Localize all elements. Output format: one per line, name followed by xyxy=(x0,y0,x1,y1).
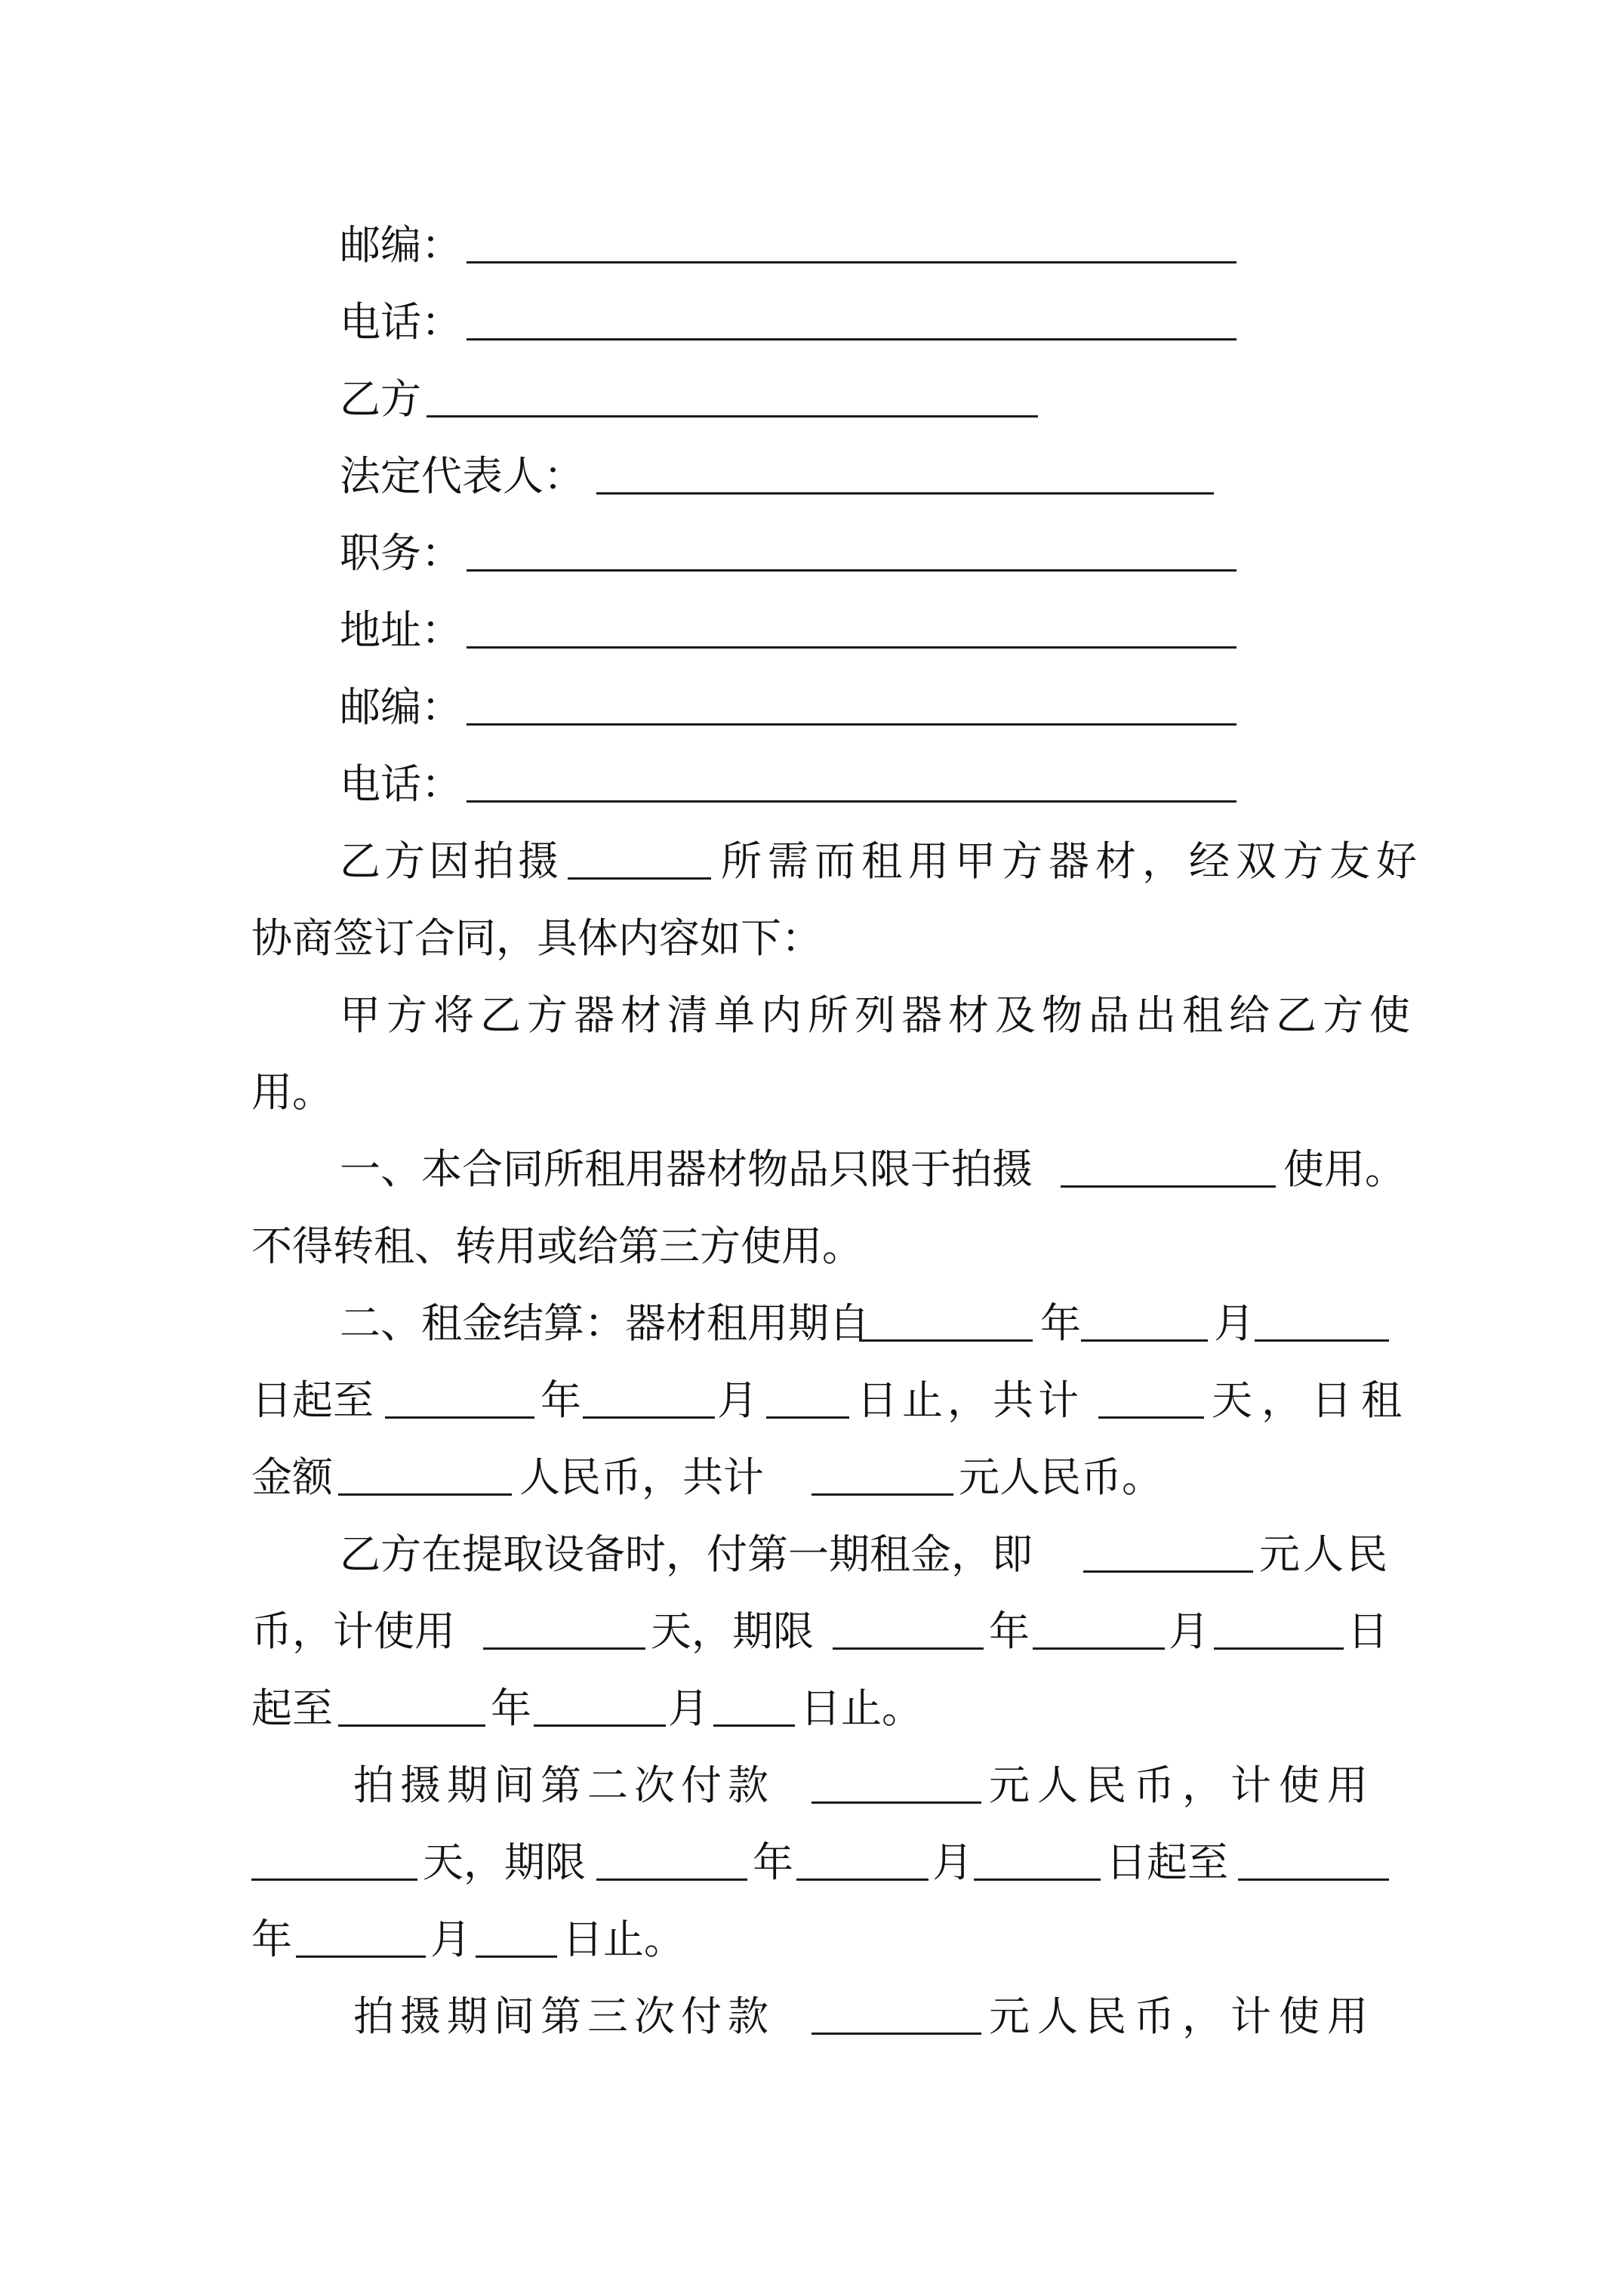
clause-1-line-1 xyxy=(0,1136,1623,1203)
party-a-phone-line xyxy=(0,288,1623,356)
intro-text-a: 乙方因拍摄 xyxy=(340,837,562,885)
clause-2-days: 天，日租 xyxy=(1212,1376,1411,1424)
payment-1-year-blank xyxy=(833,1598,984,1650)
clause-2-line-3 xyxy=(0,1444,1623,1512)
party-b-position-blank xyxy=(467,519,1236,572)
clause-2-rmb-end: 元人民币。 xyxy=(959,1453,1163,1501)
payment-2-line-1 xyxy=(0,1752,1623,1820)
payment-2-day-from: 日起至 xyxy=(1106,1838,1228,1886)
party-b-phone-line xyxy=(0,750,1623,818)
clause-2-month-2: 月 xyxy=(717,1376,758,1424)
payment-2-month: 月 xyxy=(932,1838,973,1886)
party-b-phone-label: 电话： xyxy=(340,760,462,808)
clause-2-line-1 xyxy=(0,1290,1623,1358)
payment-1-text-a: 乙方在提取设备时，付第一期租金，即 xyxy=(340,1530,1033,1578)
party-b-name-blank xyxy=(427,365,1038,418)
clause-2-text-a: 二、租金结算：器材租用期自 xyxy=(340,1299,870,1347)
payment-2-text-a: 拍摄期间第二次付款 xyxy=(353,1761,775,1809)
clause-2-total-amount-blank xyxy=(812,1444,953,1496)
clause-2-amount-label: 金额 xyxy=(251,1453,333,1501)
payment-2-days-blank xyxy=(251,1829,417,1881)
clause-2-start-day-blank xyxy=(1255,1290,1389,1342)
clause-2-end-month-blank xyxy=(583,1367,715,1419)
party-b-legal-rep-line xyxy=(0,442,1623,510)
clause-2-day-from: 日起至 xyxy=(251,1376,374,1424)
clause-2-rmb-total: 人民币，共计 xyxy=(519,1453,764,1501)
payment-1-text-e: 起至 xyxy=(251,1684,333,1732)
shooting-project-blank xyxy=(568,827,711,880)
party-b-legal-rep-blank xyxy=(596,442,1214,495)
clause-2-day-to: 日止，共计 xyxy=(857,1376,1083,1424)
payment-1-text-b: 元人民 xyxy=(1259,1530,1390,1578)
clause-1-text-a: 一、本合同所租用器材物品只限于拍摄 xyxy=(340,1145,1033,1193)
payment-2-text-b: 元人民币，计使用 xyxy=(989,1761,1375,1809)
intro-para2-line-2 xyxy=(0,1059,1623,1126)
party-b-position-line xyxy=(0,519,1623,587)
payment-2-end-month: 月 xyxy=(430,1915,471,1963)
party-b-address-blank xyxy=(467,596,1236,649)
payment-1-year: 年 xyxy=(989,1607,1030,1655)
clause-1-text-b: 使用。 xyxy=(1283,1145,1406,1193)
payment-1-end-day-blank xyxy=(713,1675,795,1727)
payment-2-day-end: 日止。 xyxy=(562,1915,685,1963)
payment-2-text-c: 天，期限 xyxy=(423,1838,586,1886)
payment-1-text-d: 天，期限 xyxy=(651,1607,814,1655)
payment-2-amount-blank xyxy=(812,1752,981,1804)
party-a-postcode-label: 邮编： xyxy=(340,221,462,269)
clause-1-text-c: 不得转租、转用或给第三方使用。 xyxy=(251,1222,863,1270)
payment-3-amount-blank xyxy=(812,1983,981,2035)
payment-1-end-year: 年 xyxy=(491,1684,531,1732)
party-b-address-label: 地址： xyxy=(340,606,462,654)
party-a-postcode-line xyxy=(0,211,1623,279)
clause-2-year-2: 年 xyxy=(540,1376,581,1424)
party-a-postcode-blank xyxy=(467,211,1236,264)
party-b-address-line xyxy=(0,596,1623,664)
payment-1-line-3 xyxy=(0,1675,1623,1743)
clause-2-daily-rent-blank xyxy=(338,1444,512,1496)
party-b-postcode-blank xyxy=(467,673,1236,726)
payment-1-amount-blank xyxy=(1083,1521,1253,1573)
party-b-position-label: 职务： xyxy=(340,529,462,577)
payment-1-end-year-blank xyxy=(338,1675,485,1727)
payment-1-end-month-blank xyxy=(534,1675,666,1727)
intro-para2-line-1 xyxy=(0,982,1623,1049)
payment-2-end-month-blank xyxy=(296,1906,426,1958)
payment-3-line-1 xyxy=(0,1983,1623,2051)
payment-1-line-2 xyxy=(0,1598,1623,1666)
clause-2-end-day-blank xyxy=(766,1367,849,1419)
payment-1-end-month: 月 xyxy=(668,1684,709,1732)
payment-1-month-blank xyxy=(1033,1598,1165,1650)
clause-2-start-month-blank xyxy=(1081,1290,1208,1342)
payment-1-day-end: 日止。 xyxy=(800,1684,922,1732)
payment-2-end-year-blank-a xyxy=(1238,1829,1389,1881)
party-b-phone-blank xyxy=(467,750,1236,803)
payment-2-end-day-blank xyxy=(476,1906,557,1958)
payment-1-days-blank xyxy=(483,1598,645,1650)
payment-1-text-c: 币，计使用 xyxy=(251,1607,455,1655)
payment-2-day-blank xyxy=(974,1829,1101,1881)
payment-2-line-3 xyxy=(0,1906,1623,1974)
clause-2-month-1: 月 xyxy=(1214,1299,1255,1347)
payment-3-text-a: 拍摄期间第三次付款 xyxy=(353,1992,775,2040)
payment-2-year-blank xyxy=(596,1829,747,1881)
payment-3-text-b: 元人民币，计使用 xyxy=(989,1992,1375,2040)
clause-1-shooting-blank xyxy=(1061,1136,1276,1188)
party-a-phone-label: 电话： xyxy=(340,298,462,346)
clause-2-line-2 xyxy=(0,1367,1623,1435)
intro-text-c: 协商签订合同，具体内容如下： xyxy=(251,914,822,962)
party-b-legal-rep-label: 法定代表人： xyxy=(340,452,584,500)
payment-2-month-blank xyxy=(796,1829,929,1881)
party-b-label: 乙方 xyxy=(340,375,421,423)
clause-2-year-1: 年 xyxy=(1040,1299,1081,1347)
payment-2-year: 年 xyxy=(753,1838,793,1886)
payment-1-day-blank xyxy=(1214,1598,1344,1650)
payment-2-end-year: 年 xyxy=(251,1915,292,1963)
clause-2-start-year-blank xyxy=(859,1290,1033,1342)
intro-line-1 xyxy=(0,827,1623,895)
payment-1-line-1 xyxy=(0,1521,1623,1589)
intro-para2-text-b: 用。 xyxy=(251,1068,333,1116)
payment-1-day: 日 xyxy=(1347,1607,1388,1655)
intro-text-b: 所需而租用甲方器材，经双方友好 xyxy=(721,837,1423,885)
party-b-postcode-line xyxy=(0,673,1623,741)
intro-para2-text-a: 甲方将乙方器材清单内所列器材及物品出租给乙方使 xyxy=(340,991,1416,1039)
intro-line-2 xyxy=(0,905,1623,972)
payment-2-line-2 xyxy=(0,1829,1623,1897)
party-b-line xyxy=(0,365,1623,433)
clause-2-end-year-blank xyxy=(385,1367,534,1419)
party-a-phone-blank xyxy=(467,288,1236,341)
clause-1-line-2 xyxy=(0,1213,1623,1281)
party-b-postcode-label: 邮编： xyxy=(340,683,462,731)
clause-2-total-days-blank xyxy=(1098,1367,1204,1419)
payment-1-month: 月 xyxy=(1169,1607,1209,1655)
